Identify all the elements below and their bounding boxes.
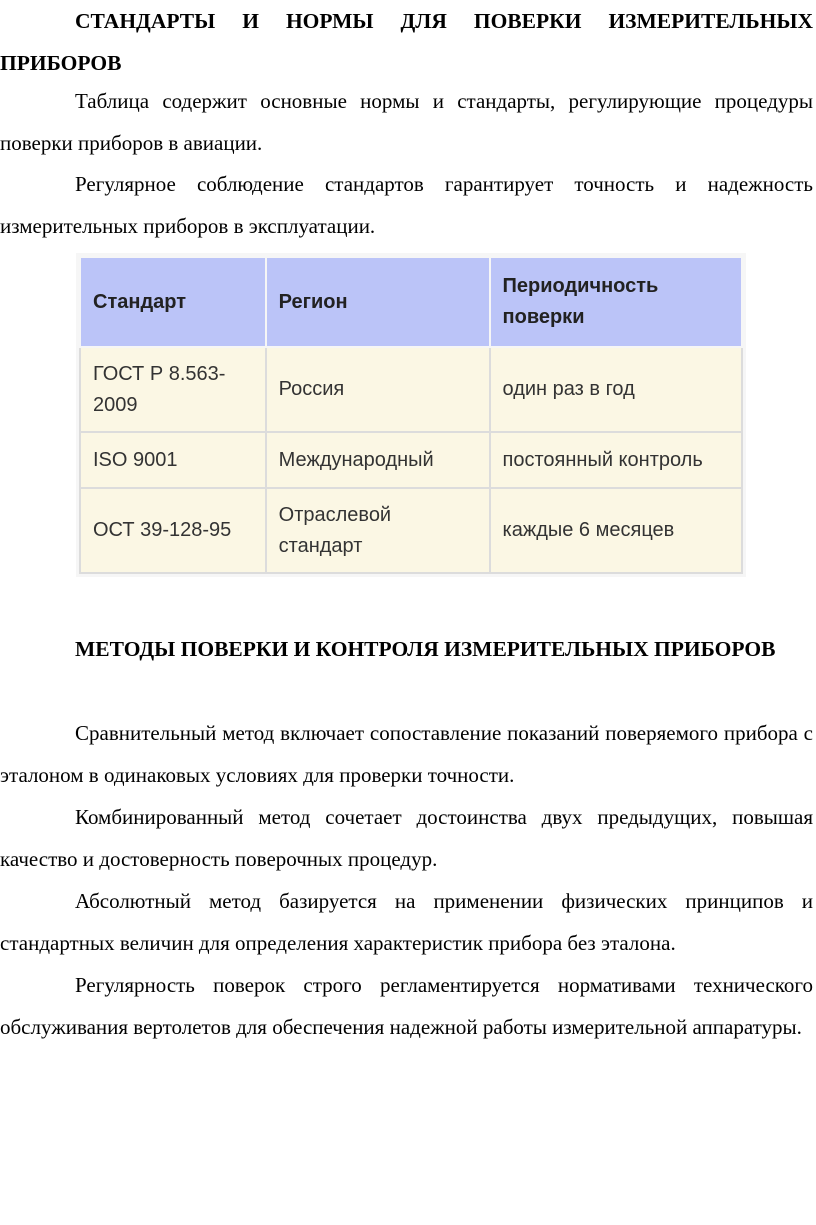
table-cell-periodicity: постоянный контроль	[490, 432, 742, 488]
paragraph: Абсолютный метод базируется на применении физических принципов и стандартных величин для определения характеристик прибора без эталона.	[0, 889, 813, 955]
table-row	[80, 488, 742, 573]
table-cell-standard: ISO 9001	[80, 432, 266, 488]
paragraph: Регулярное соблюдение стандартов гарантирует точность и надежность измерительных приборов в эксплуатации.	[0, 172, 813, 238]
table-cell-periodicity: каждые 6 месяцев	[490, 488, 742, 573]
paragraph: Комбинированный метод сочетает достоинства двух предыдущих, повышая качество и достоверность поверочных процедур.	[0, 805, 813, 871]
table-row	[80, 432, 742, 488]
table-header-row	[80, 257, 742, 347]
table-cell-region: Международный	[266, 432, 490, 488]
table-row	[80, 347, 742, 432]
column-header-periodicity: Периодичность поверки	[490, 257, 742, 347]
table-cell-region: Россия	[266, 347, 490, 432]
column-header-standard: Стандарт	[80, 257, 266, 347]
section-heading-methods: МЕТОДЫ ПОВЕРКИ И КОНТРОЛЯ ИЗМЕРИТЕЛЬНЫХ ПРИБОРОВ	[75, 637, 776, 661]
standards-table-image	[76, 253, 746, 577]
column-header-region: Регион	[266, 257, 490, 347]
table-cell-standard: ГОСТ Р 8.563-2009	[80, 347, 266, 432]
section-heading-standards: СТАНДАРТЫ И НОРМЫ ДЛЯ ПОВЕРКИ ИЗМЕРИТЕЛЬНЫХ ПРИБОРОВ	[0, 9, 813, 75]
table-cell-region: Отраслевой стандарт	[266, 488, 490, 573]
paragraph: Регулярность поверок строго регламентируется нормативами технического обслуживания вертолетов для обеспечения надежной работы измерительной аппаратуры.	[0, 973, 813, 1039]
table-cell-periodicity: один раз в год	[490, 347, 742, 432]
paragraph: Сравнительный метод включает сопоставление показаний поверяемого прибора с эталоном в одинаковых условиях для проверки точности.	[0, 721, 813, 787]
standards-table	[79, 256, 743, 574]
table-cell-standard: ОСТ 39-128-95	[80, 488, 266, 573]
paragraph: Таблица содержит основные нормы и стандарты, регулирующие процедуры поверки приборов в авиации.	[0, 89, 813, 155]
